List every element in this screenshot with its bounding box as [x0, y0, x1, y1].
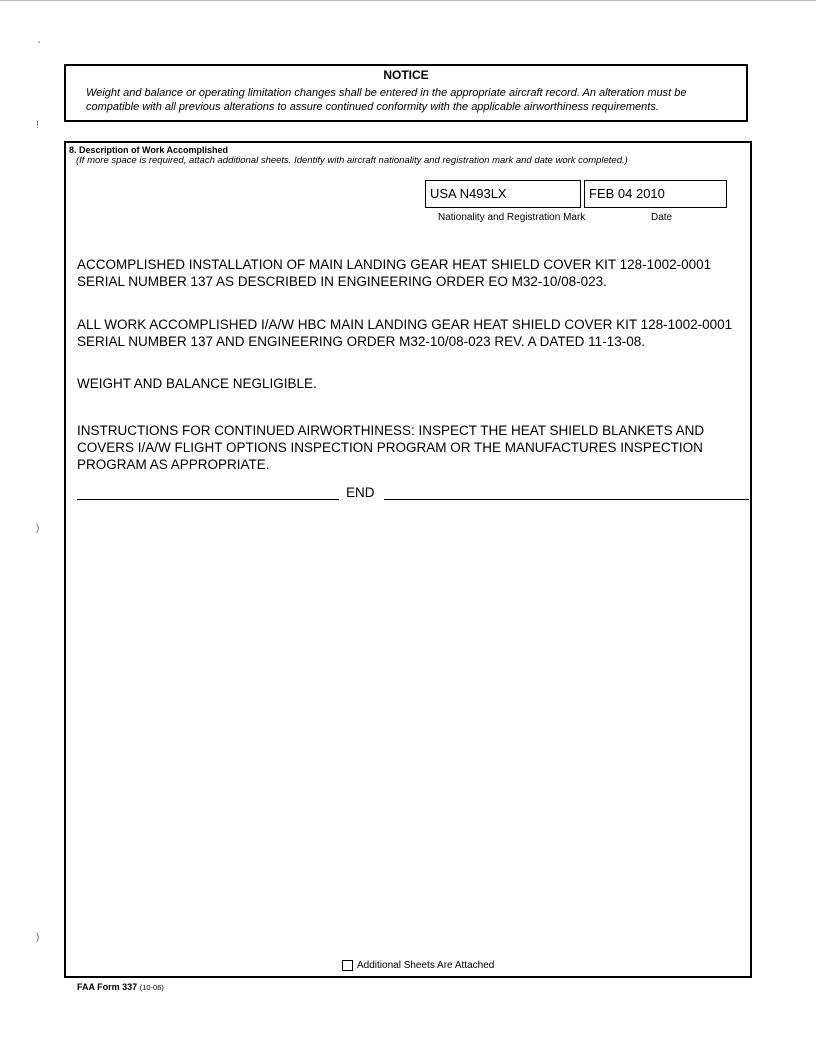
scan-mark: ): [36, 932, 40, 943]
end-marker: [77, 485, 749, 501]
form-version: (10-06): [139, 983, 164, 992]
work-paragraph: WEIGHT AND BALANCE NEGLIGIBLE.: [77, 376, 317, 391]
additional-sheets-checkbox[interactable]: [342, 960, 353, 971]
top-border: [0, 0, 816, 1]
work-paragraph: ALL WORK ACCOMPLISHED I/A/W HBC MAIN LANDING GEAR HEAT SHIELD COVER KIT 128-1002-0001 SERIAL NUMBER 137 AND ENGINEERING ORDER M32-10/08-023 REV. A DATED 11-13-08.: [77, 317, 733, 349]
form-footer: [77, 982, 164, 992]
end-line-left: [77, 499, 339, 500]
work-paragraph: INSTRUCTIONS FOR CONTINUED AIRWORTHINESS: INSPECT THE HEAT SHIELD BLANKETS AND COVERS I/A/W FLIGHT OPTIONS INSPECTION PROGRAM OR THE MANUFACTURES INSPECTION PROGRAM AS APPROPRIATE.: [77, 423, 705, 472]
notice-box: [64, 64, 748, 122]
section-title: 8. Description of Work Accomplished: [69, 145, 229, 155]
scan-mark: !: [36, 120, 39, 131]
scan-mark: ): [36, 523, 40, 534]
registration-label: Nationality and Registration Mark: [438, 212, 586, 223]
end-text: END: [346, 485, 375, 500]
section-subtitle: (If more space is required, attach additional sheets. Identify with aircraft nationality and registration mark and date work completed.): [76, 155, 628, 166]
work-description-section: [64, 141, 752, 978]
end-line-right: [384, 499, 749, 500]
date-field[interactable]: FEB 04 2010: [584, 180, 727, 208]
notice-title: NOTICE: [383, 68, 429, 82]
date-label: Date: [651, 212, 673, 223]
work-paragraph: ACCOMPLISHED INSTALLATION OF MAIN LANDING GEAR HEAT SHIELD COVER KIT 128-1002-0001 SERIAL NUMBER 137 AS DESCRIBED IN ENGINEERING ORDER EO M32-10/08-023.: [77, 257, 712, 289]
additional-sheets-option[interactable]: [342, 959, 494, 973]
notice-text: Weight and balance or operating limitation changes shall be entered in the appropriate aircraft record. An alteration must be compatible with all previous alterations to assure continued conformity with the applicable airworthiness requirements.: [86, 87, 687, 113]
scan-mark: ': [38, 40, 40, 51]
additional-sheets-label: Additional Sheets Are Attached: [357, 960, 495, 971]
registration-field[interactable]: USA N493LX: [425, 180, 581, 208]
form-name: FAA Form 337: [77, 982, 138, 992]
